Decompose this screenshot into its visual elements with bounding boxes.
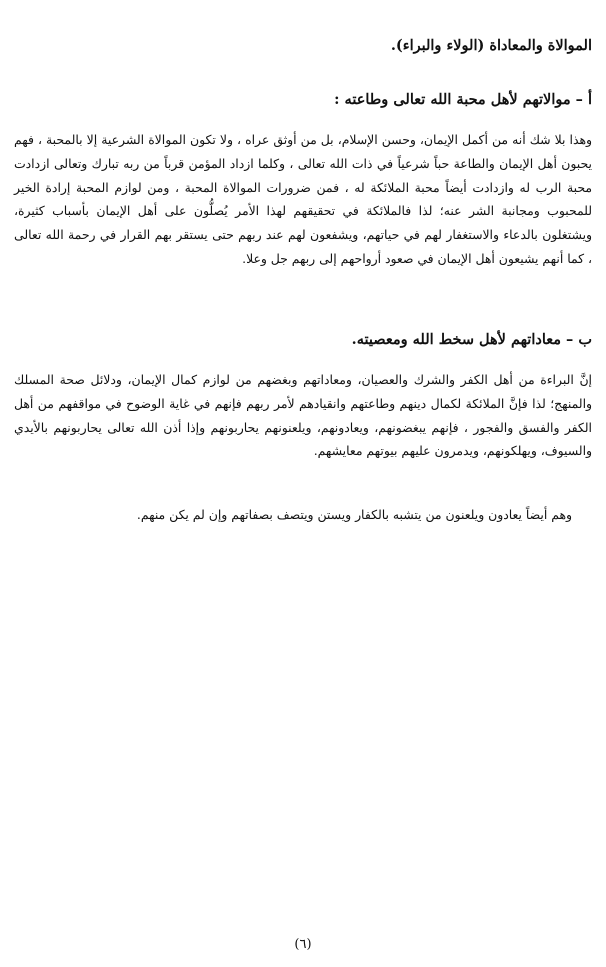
document-title: الموالاة والمعاداة (الولاء والبراء). xyxy=(390,37,592,54)
section-heading-b: ب – معاداتهم لأهل سخط الله ومعصيته. xyxy=(351,331,592,348)
section-a-paragraph: وهذا بلا شك أنه من أكمل الإيمان، وحسن الإسلام، بل من أوثق عراه ، ولا تكون الموالاة الشرعية إلا بالمحبة ، فهم يحبون أهل الإيمان والطاعة حباً شرعياً في ذات الله تعالى ، وكلما ازداد المؤمن قرباً من ربه تبارك وتعالى ازدادت محبة الرب له وازدادت أيضاً محبة الملائكة له ، فمن ضرورات الموالاة المحبة ، ومن لوازم المحبة إرادة الخير للمحبوب ومجانبة الشر عنه؛ لذا فالملائكة في تحقيقهم لهذا الأمر يُصلُّون على أهل الإيمان بأسباب كثيرة، ويشتغلون بالدعاء والاستغفار لهم في حياتهم، ويشفعون لهم عند ربهم حتى يستقر بهم القرار في رحمة الله تعالى ، كما أنهم يشيعون أهل الإيمان في صعود أرواحهم إلى ربهم جل وعلا. xyxy=(14,132,592,266)
page-number: (٦) xyxy=(294,937,312,952)
section-b-paragraph: إنَّ البراءة من أهل الكفر والشرك والعصيان، ومعاداتهم وبغضهم من لوازم كمال الإيمان، ودلائل صحة المسلك والمنهج؛ لذا فإنَّ الملائكة لكمال دينهم وطاعتهم وانقيادهم لأمر ربهم فإنهم في غاية الوضوح في مواقفهم من أهل الكفر والفسق والفجور ، فإنهم يبغضونهم، ويعادونهم، ويلعنونهم يحاربونهم وإذا أذن الله تعالى يحاربونهم بالأيدي والسيوف، ويهلكونهم، ويدمرون عليهم بيوتهم معايشهم. xyxy=(14,372,592,459)
section-heading-a: أ – موالاتهم لأهل محبة الله تعالى وطاعته : xyxy=(334,91,592,108)
section-b-paragraph: وهم أيضاً يعادون ويلعنون من يتشبه بالكفار ويستن ويتصف بصفاتهم وإن لم يكن منهم. xyxy=(136,507,572,522)
